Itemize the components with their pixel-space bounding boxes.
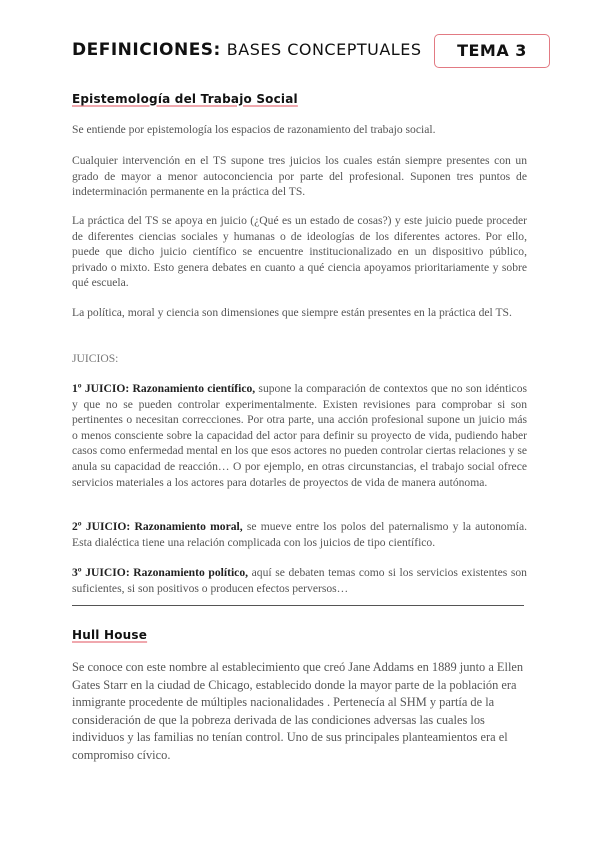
juicio-text: se mueve entre los polos del paternalismo y la autonomía. Esta dialéctica tiene una relación complicada con los juicios de tipo científico.	[72, 520, 527, 549]
paragraph: La política, moral y ciencia son dimensiones que siempre están presentes en la práctica del TS.	[72, 306, 512, 319]
juicio-title: 1º JUICIO: Razonamiento científico,	[72, 382, 256, 395]
juicio-text: supone la comparación de contextos que no son idénticos y que no se pueden controlar experimentalmente. Existen revisiones para comprobar si son pertinentes o necesitan correcciones. Por otra parte, una acción profesional supone un juicio más o menos consciente sobre la capacidad del actor para definir su proyecto de vida, pudiendo haber casos como enfermedad mental en los que esos actores no pueden controlar ciertas relaciones y se anula su capacidad de reacción… O por ejemplo, en otras circunstancias, el trabajo social ofrece servicios materiales a los actores para dotarles de proyectos de vida de manera autónoma.	[72, 382, 527, 489]
juicio-text: aquí se debaten temas como si los servicios existentes son suficientes, si son positivos o producen efectos perversos…	[72, 566, 527, 595]
juicio-title: 2º JUICIO: Razonamiento moral,	[72, 520, 243, 533]
juicio-paragraph	[72, 381, 527, 490]
page-title	[72, 40, 422, 60]
juicio-paragraph	[72, 519, 527, 550]
section-heading-epistemologia: Epistemología del Trabajo Social	[72, 92, 298, 106]
paragraph: La práctica del TS se apoya en juicio (¿Qué es un estado de cosas?) y este juicio puede proceder de diferentes ciencias sociales y humanas o de ideologías de los diferentes actores. Por ello, puede que dicho juicio científico se encuentre institucionalizado en un dispositivo público, privado o mixto. Esto genera debates en cuanto a qué ciencia apoyamos prioritariamente y sobre qué escuela.	[72, 214, 527, 290]
paragraph: Cualquier intervención en el TS supone tres juicios los cuales están siempre presentes con un grado de mayor a menor autoconciencia por parte del profesional. Suponen tres puntos de indeterminación permanente en la práctica del TS.	[72, 154, 527, 199]
paragraph: Se conoce con este nombre al establecimiento que creó Jane Addams en 1889 junto a Ellen Gates Starr en la ciudad de Chicago, establecido donde la mayor parte de la población era inmigrante procedente de múltiples nacionalidades . Pertenecía al SHM y partía de la consideración de que la pobreza derivada de las condiciones adversas las cuales los individuos y las familias no tenían control. Uno de sus principales planteamientos era el compromiso cívico.	[72, 660, 524, 762]
juicios-label: JUICIOS:	[72, 352, 119, 365]
page-title-bold: DEFINICIONES:	[72, 40, 221, 60]
section-heading-hull-house: Hull House	[72, 628, 148, 642]
tema-badge: TEMA 3	[434, 34, 550, 68]
juicio-title: 3º JUICIO: Razonamiento político,	[72, 566, 249, 579]
paragraph: Se entiende por epistemología los espacios de razonamiento del trabajo social.	[72, 123, 436, 136]
page-title-rest: BASES CONCEPTUALES	[226, 40, 422, 59]
juicio-paragraph	[72, 565, 527, 596]
section-divider	[72, 605, 524, 606]
